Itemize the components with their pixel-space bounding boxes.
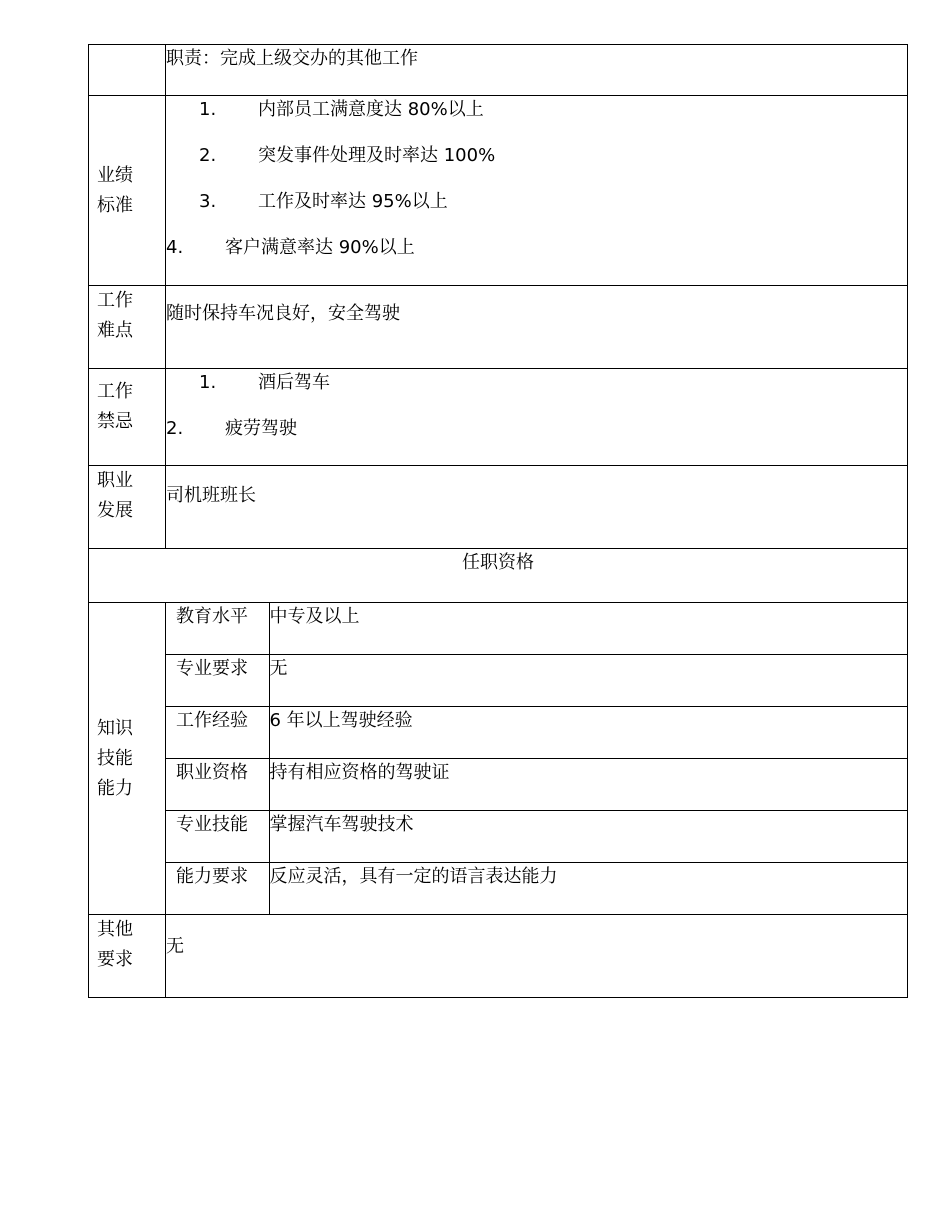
career-row (89, 466, 908, 549)
list-item: 2. 突发事件处理及时率达 100% (199, 145, 496, 166)
major-key: 专业要求 (166, 655, 269, 707)
ability-key: 能力要求 (166, 863, 269, 915)
table-row (166, 863, 907, 915)
education-key: 教育水平 (166, 603, 269, 655)
list-item: 4. 客户满意率达 90%以上 (166, 237, 415, 258)
taboo-list (166, 369, 908, 466)
list-item: 3. 工作及时率达 95%以上 (199, 191, 448, 212)
performance-row (89, 96, 908, 286)
education-value: 中专及以上 (269, 603, 907, 655)
duty-text: 职责：完成上级交办的其他工作 (166, 45, 908, 96)
table-row (166, 603, 907, 655)
other-row (89, 915, 908, 998)
difficulty-row (89, 286, 908, 369)
section-title: 任职资格 (89, 549, 908, 603)
list-item: 1. 内部员工满意度达 80%以上 (199, 99, 484, 120)
knowledge-table-cell (166, 603, 908, 915)
other-text: 无 (166, 915, 908, 998)
duty-label (89, 45, 166, 96)
performance-list (166, 96, 908, 286)
table-row (166, 811, 907, 863)
certificate-value: 持有相应资格的驾驶证 (269, 759, 907, 811)
knowledge-label: 知识技能能力 (89, 603, 166, 915)
other-label: 其他要求 (89, 915, 166, 998)
job-description-page (88, 44, 907, 998)
skill-value: 掌握汽车驾驶技术 (269, 811, 907, 863)
duty-row (89, 45, 908, 96)
experience-key: 工作经验 (166, 707, 269, 759)
taboo-row (89, 369, 908, 466)
skill-key: 专业技能 (166, 811, 269, 863)
list-item: 1. 酒后驾车 (199, 372, 330, 393)
taboo-label: 工作禁忌 (89, 369, 166, 466)
job-description-table (88, 44, 908, 998)
table-row (166, 655, 907, 707)
performance-label: 业绩标准 (89, 96, 166, 286)
table-row (166, 707, 907, 759)
knowledge-table (166, 603, 907, 914)
list-item: 2. 疲劳驾驶 (166, 418, 297, 439)
career-text: 司机班班长 (166, 466, 908, 549)
ability-value: 反应灵活，具有一定的语言表达能力 (269, 863, 907, 915)
difficulty-label: 工作难点 (89, 286, 166, 369)
qualification-title-row (89, 549, 908, 603)
certificate-key: 职业资格 (166, 759, 269, 811)
experience-value: 6 年以上驾驶经验 (269, 707, 907, 759)
difficulty-text: 随时保持车况良好，安全驾驶 (166, 286, 908, 369)
table-row (166, 759, 907, 811)
major-value: 无 (269, 655, 907, 707)
career-label: 职业发展 (89, 466, 166, 549)
knowledge-row (89, 603, 908, 915)
